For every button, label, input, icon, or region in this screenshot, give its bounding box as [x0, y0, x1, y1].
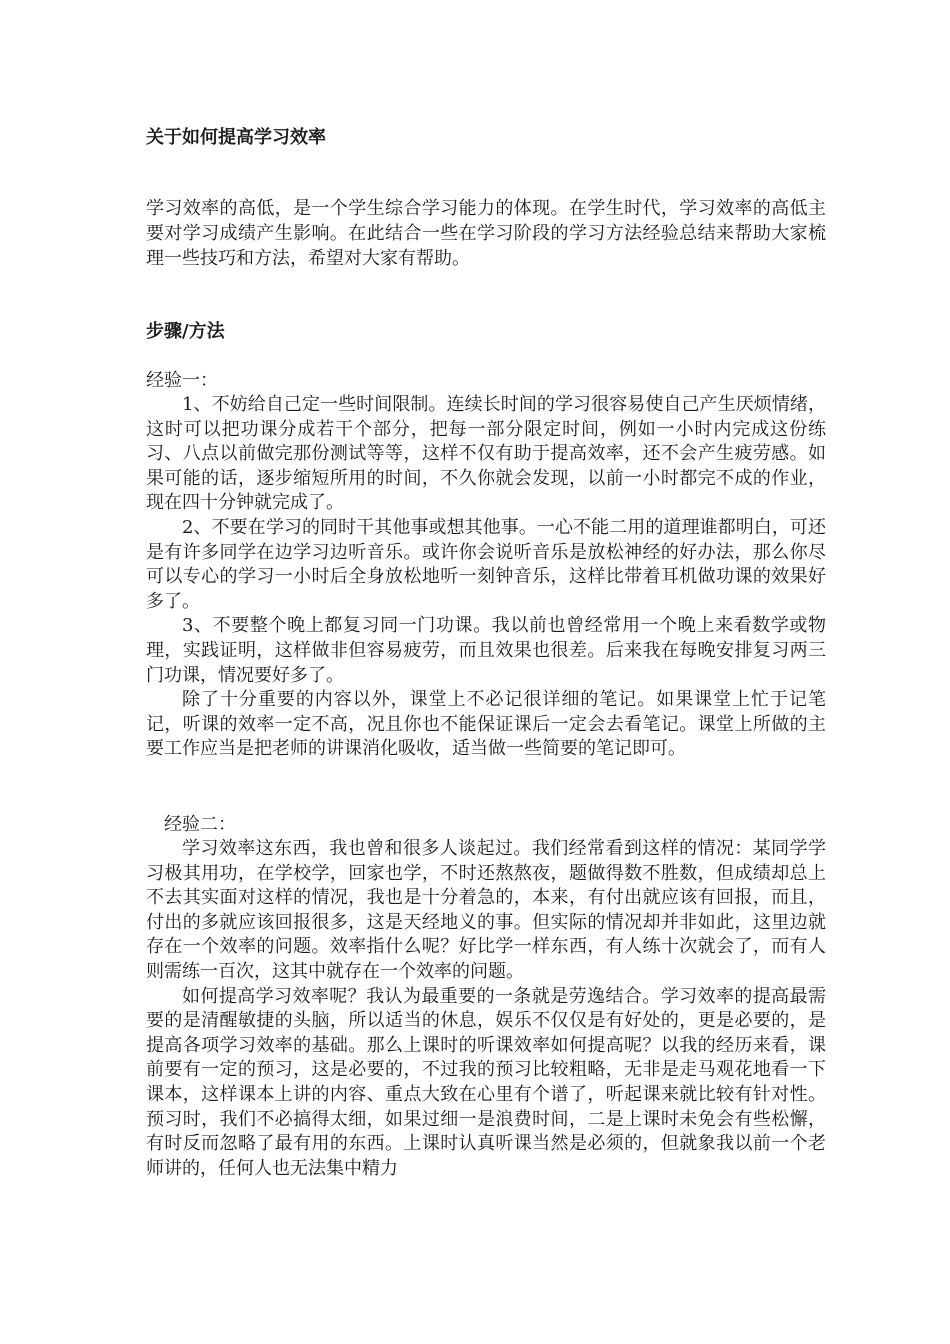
experience-2-paragraph-1: 学习效率这东西，我也曾和很多人谈起过。我们经常看到这样的情况：某同学学习极其用功，在学校学，回家也学，不时还熬熬夜，题做得数不胜数，但成绩却总上不去其实面对这样的情况，我也是十分着急的，本来，有付出就应该有回报，而且，付出的多就应该回报很多，这是天经地义的事。但实际的情况却并非如此，这里边就存在一个效率的问题。效率指什么呢？好比学一样东西，有人练十次就会了，而有人则需练一百次，这其中就存在一个效率的问题。: [146, 838, 826, 982]
experience-1-paragraph-1: 1、不妨给自己定一些时间限制。连续长时间的学习很容易使自己产生厌烦情绪，这时可以把功课分成若干个部分，把每一部分限定时间，例如一小时内完成这份练习、八点以前做完那份测试等等，这样不仅有助于提高效率，还不会产生疲劳感。如果可能的话，逐步缩短所用的时间，不久你就会发现，以前一小时都完不成的作业，现在四十分钟就完成了。: [146, 394, 826, 514]
experience-1-paragraph-2: 2、不要在学习的同时干其他事或想其他事。一心不能二用的道理谁都明白，可还是有许多同学在边学习边听音乐。或许你会说听音乐是放松神经的好办法，那么你尽可以专心的学习一小时后全身放松地听一刻钟音乐，这样比带着耳机做功课的效果好多了。: [146, 516, 826, 612]
experience-1-paragraph-4: 除了十分重要的内容以外，课堂上不必记很详细的笔记。如果课堂上忙于记笔记，听课的效率一定不高，况且你也不能保证课后一定会去看笔记。课堂上所做的主要工作应当是把老师的讲课消化吸收，适当做一些简要的笔记即可。: [146, 689, 826, 760]
experience-2-paragraph-2: 如何提高学习效率呢？我认为最重要的一条就是劳逸结合。学习效率的提高最需要的是清醒敏捷的头脑，所以适当的休息，娱乐不仅仅是有好处的，更是必要的，是提高各项学习效率的基础。那么上课时的听课效率如何提高呢？以我的经历来看，课前要有一定的预习，这是必要的，不过我的预习比较粗略，无非是走马观花地看一下课本，这样课本上讲的内容、重点大致在心里有个谱了，听起课来就比较有针对性。预习时，我们不必搞得太细，如果过细一是浪费时间，二是上课时未免会有些松懈，有时反而忽略了最有用的东西。上课时认真听课当然是必须的，但就象我以前一个老师讲的，任何人也无法集中精力: [146, 985, 826, 1179]
experience-1-body: [146, 393, 826, 762]
experience-2-body: [146, 837, 826, 1181]
experience-2-label: 经验二：: [164, 814, 236, 835]
experience-1-paragraph-3: 3、不要整个晚上都复习同一门功课。我以前也曾经常用一个晚上来看数学或物理，实践证明，这样做非但容易疲劳，而且效果也很差。后来我在每晚安排复习两三门功课，情况要好多了。: [146, 615, 826, 686]
intro-paragraph: [146, 196, 826, 271]
steps-heading: 步骤/方法: [146, 321, 225, 342]
experience-1-label: 经验一：: [146, 370, 218, 391]
intro-text: 学习效率的高低，是一个学生综合学习能力的体现。在学生时代，学习效率的高低主要对学习成绩产生影响。在此结合一些在学习阶段的学习方法经验总结来帮助大家梳理一些技巧和方法，希望对大家有帮助。: [146, 198, 826, 269]
document-title: 关于如何提高学习效率: [146, 127, 326, 148]
